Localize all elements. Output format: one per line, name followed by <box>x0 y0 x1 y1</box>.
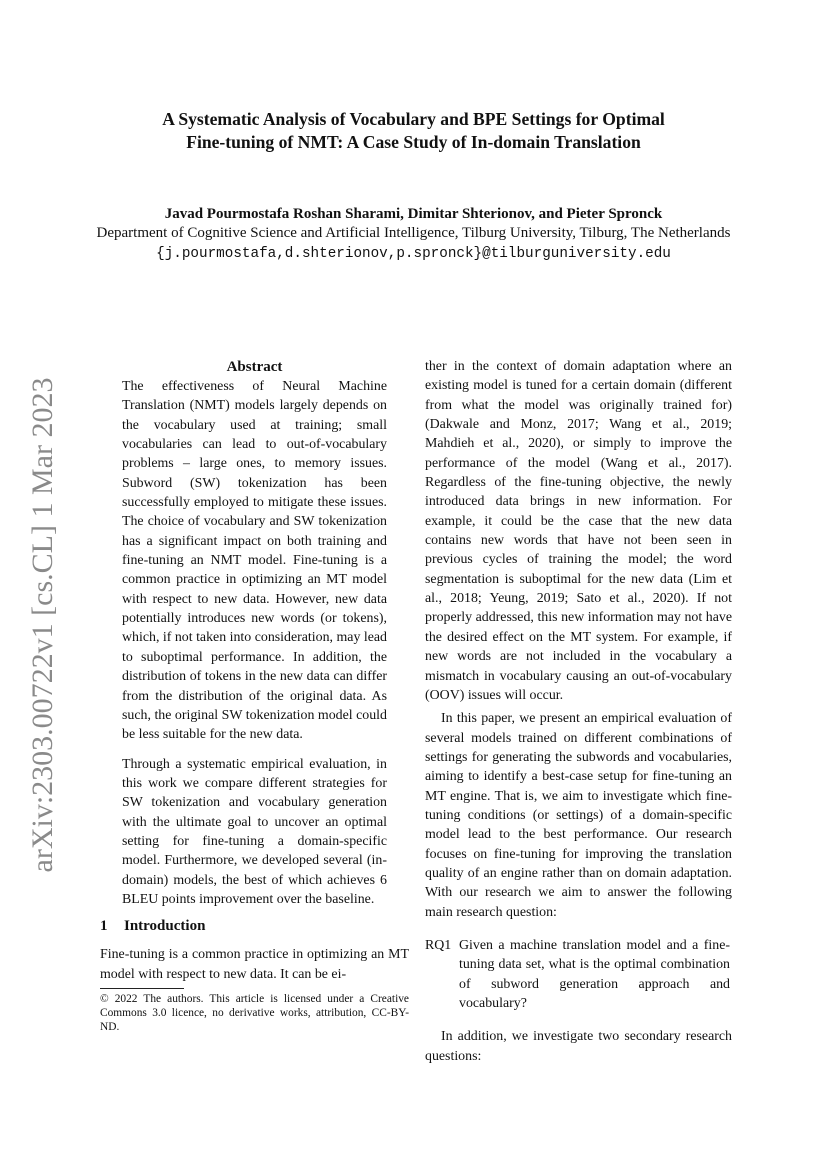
abstract-heading: Abstract <box>226 359 283 375</box>
intro-paragraph-continued: ther in the context of domain adaptation where an existing model is tuned for a certain domain (different from what the model was originally trained for) (Dakwale and Monz, 2017; Wang et al., 2019; Mahdieh et al., 2020), or simply to improve the performance of the model (Wang et al., 2017). Regardless of the fine-tuning objective, the newly introduced data brings in new information. For example, it could be the case that the new data contains new words that have not been seen in previous cycles of training the model; the word segmentation is suboptimal for the new data (Lim et al., 2018; Yeung, 2019; Sato et al., 2020). If not properly addressed, this new information may not have the desired effect on the MT system. For example, if new words are not included in the vocabulary a mismatch in vocabulary causing an out-of-vocabulary (OOV) issues will occur. <box>425 359 732 703</box>
section-number: 1 <box>100 918 108 935</box>
abstract-body <box>100 377 409 909</box>
rq-text: Given a machine translation model and a fine-tuning data set, what is the optimal combination of subword generation approach and vocabulary? <box>459 937 730 1011</box>
copyright-footnote: © 2022 The authors. This article is licensed under a Creative Commons 3.0 licence, no derivative works, attribution, CC-BY-ND. <box>100 992 409 1033</box>
left-column <box>100 357 409 1034</box>
author-email: {j.pourmostafa,d.shterionov,p.spronck}@tilburguniversity.edu <box>156 246 671 262</box>
rq-label: RQ1 <box>425 937 452 953</box>
abstract-paragraph-2: Through a systematic empirical evaluation, in this work we compare different strategies for SW tokenization and vocabulary generation with the ultimate goal to uncover an optimal setting for fine-tuning a domain-specific model. Furthermore, we developed several (in-domain) models, the best of which achieves 6 BLEU points improvement over the baseline. <box>122 756 387 907</box>
intro-paragraph-3: In addition, we investigate two secondary research questions: <box>425 1029 732 1064</box>
section-heading-introduction <box>100 916 409 936</box>
right-column <box>425 357 732 1066</box>
abstract-paragraph-1: The effectiveness of Neural Machine Translation (NMT) models largely depends on the vocabulary used at training; small vocabularies can lead to out-of-vocabulary problems – large ones, to memory issues. Subword (SW) tokenization has been successfully employed to mitigate these issues. The choice of vocabulary and SW tokenization has a significant impact on both training and fine-tuning an NMT model. Fine-tuning is a common practice in optimizing an MT model with respect to new data. However, new data potentially introduces new words (or tokens), which, if not taken into consideration, may lead to suboptimal performance. In addition, the distribution of tokens in the new data can differ from the distribution of the original data. As such, the original SW tokenization model could be less suitable for the new data. <box>122 379 388 743</box>
arxiv-identifier: arXiv:2303.00722v1 [cs.CL] 1 Mar 2023 <box>26 377 59 873</box>
title-line-2: Fine-tuning of NMT: A Case Study of In-domain Translation <box>186 132 641 152</box>
research-question-1 <box>425 936 732 1013</box>
section-title: Introduction <box>124 918 206 935</box>
footnote-divider <box>100 988 184 989</box>
affiliation: Department of Cognitive Science and Artificial Intelligence, Tilburg University, Tilburg, The Netherlands <box>96 225 731 241</box>
intro-paragraph-start: Fine-tuning is a common practice in optimizing an MT model with respect to new data. It can be ei- <box>100 947 409 982</box>
intro-paragraph-2: In this paper, we present an empirical evaluation of several models trained on different combinations of settings for generating the subwords and vocabularies, aiming to identify a best-case setup for fine-tuning an MT engine. That is, we aim to investigate which fine-tuning conditions (or settings) of a domain-specific model lead to the best performance. Our research focuses on fine-tuning for improving the translation quality of an engine rather than on domain adaptation. With our research we aim to answer the following main research question: <box>425 711 732 920</box>
title-line-1: A Systematic Analysis of Vocabulary and BPE Settings for Optimal <box>162 109 665 129</box>
paper-title <box>0 108 827 154</box>
author-list: Javad Pourmostafa Roshan Sharami, Dimitar Shterionov, and Pieter Spronck <box>164 206 663 222</box>
